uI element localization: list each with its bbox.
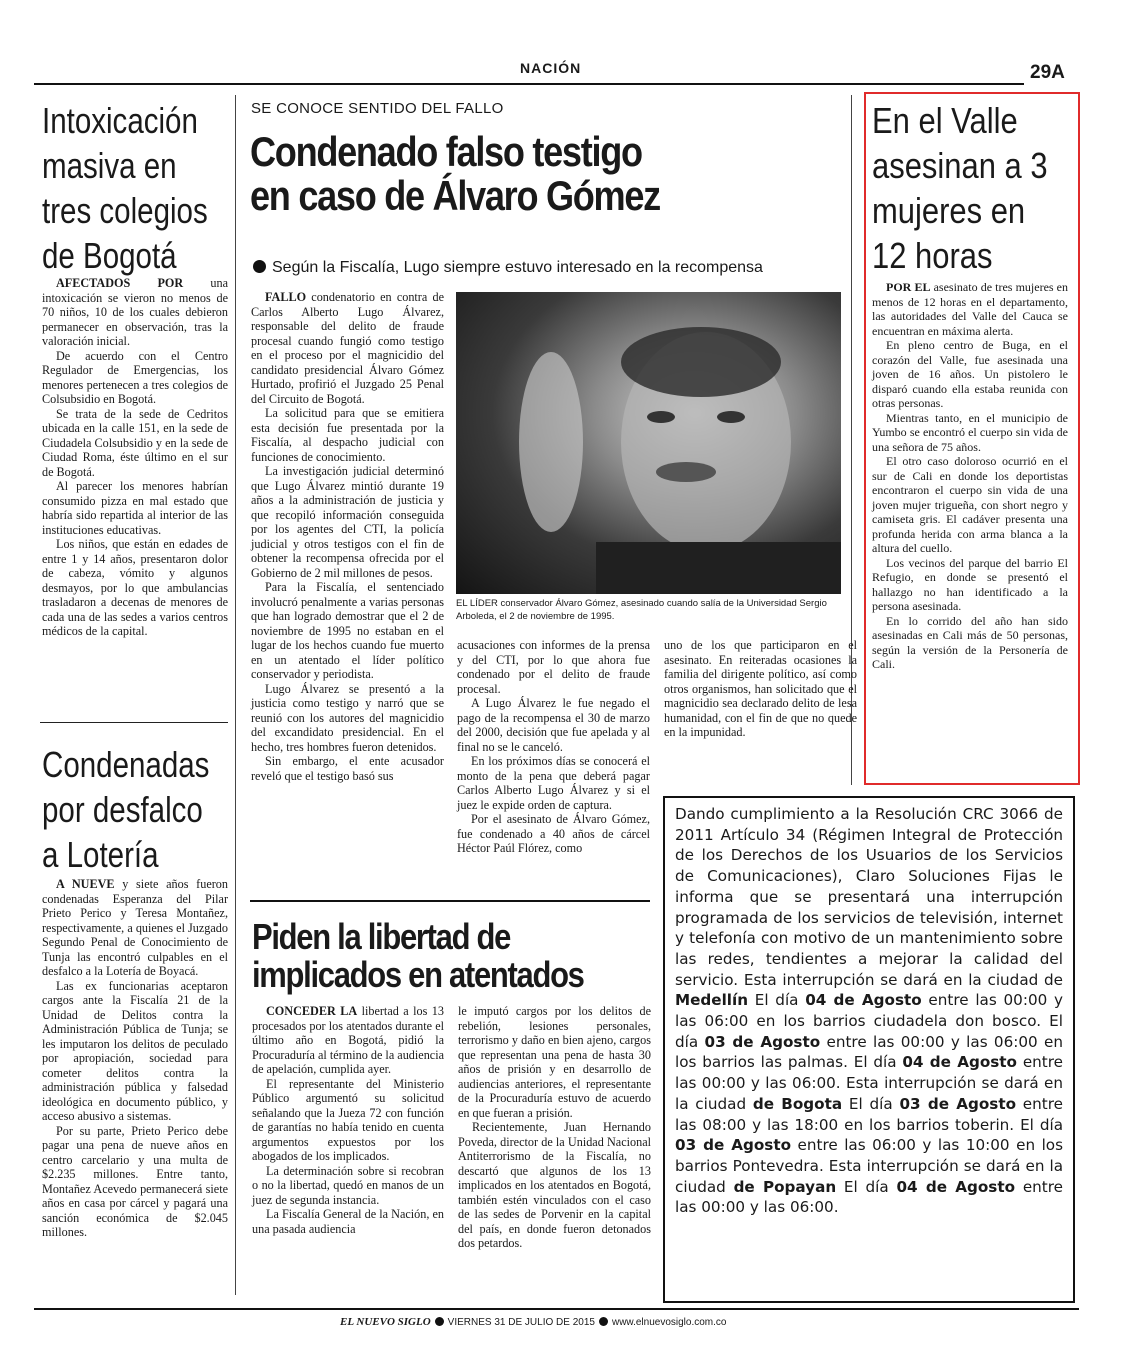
story-valle — [872, 98, 1068, 672]
bottom-body-col1: CONCEDER LA libertad a los 13 procesados por los atentados durante el último año en Bogotá, pidió la Procuraduría al término de la audiencia de apelación, cumplida ayer. El representante del Ministerio Público argumentó su solicitud señalando que la Jueza 72 con función de garantías no había tenido en cuenta argumentos expuestos por los abogados de los implicados. La determinación sobre si recobran o no la libertad, quedó en manos de un juez de segunda instancia. La Fiscalía General de la Nación, en una pasada audiencia — [252, 1004, 444, 1236]
left-story-divider — [40, 722, 228, 723]
body-intoxicacion: AFECTADOS POR una intoxicación se vieron no menos de 70 niños, 10 de los cuales debieron permanecer en observación, tras la valoración inicial. De acuerdo con el Centro Regulador de Emergencias, los menores pertenecen a tres colegios de Colsubsidio en Bogotá. Se trata de la sede de Cedritos ubicada en la calle 151, en la sede de Ciudadela Colsubsidio y en la sede de Ciudad Roma, éste último en el sur de Bogotá. Al parecer los menores habrían consumido pizza en mal estado que habría sido repartida al interior de las instituciones educativas. Los niños, que están en edades de entre 1 y 14 años, presentaron dolor de cabeza, vómito y algunos desmayos, por lo que ambulancias trasladaron a decenas de menores de cada una de las sedes a varios centros médicos de la capital. — [42, 276, 228, 638]
bullet-icon — [253, 260, 266, 273]
footer-url: www.elnuevosiglo.com.co — [611, 1317, 727, 1328]
bottom-story-rule — [250, 900, 650, 902]
footer-logo: EL NUEVO SIGLO — [340, 1316, 431, 1328]
main-deck: Según la Fiscalía, Lugo siempre estuvo interesado en la recompensa — [253, 259, 763, 277]
claro-notice-text: Dando cumplimiento a la Resolución CRC 3066 de 2011 Artículo 34 (Régimen Integral de Protección de los Derechos de los Usuarios de los Servicios de Comunicaciones), Claro Soluciones Fijas le informa que se presentará una interrupción programada de los servicios de televisión, internet y telefonía con motivo de un mantenimiento sobre las redes, tendientes a mejorar la calidad del servicio. Esta interrupción se dará en la ciudad de Medellín El día 04 de Agosto entre las 00:00 y las 06:00 en los barrios ciudadela don bosco. El día 03 de Agosto entre las 00:00 y las 06:00 en los barrios las palmas. El día 04 de Agosto entre las 00:00 y las 06:00. Esta interrupción se dará en la ciudad de Bogota El día 03 de Agosto entre las 08:00 y las 18:00 en los barrios toberin. El día 03 de Agosto entre las 06:00 y las 10:00 en los barrios Pontevedra. Esta interrupción se dará en la ciudad de Popayan El día 04 de Agosto entre las 00:00 y las 06:00. — [675, 805, 1064, 1217]
page-number: 29A — [1030, 62, 1065, 83]
main-body-col3: uno de los que participaron en el asesinato. En reiteradas ocasiones la familia del dirigente político, así como otros organismos, han solicitado que el magnicidio sea declarado delito de lesa humanidad, con el fin de que no quede en la impunidad. — [664, 638, 857, 739]
section-label: NACIÓN — [520, 60, 582, 76]
bottom-headline: Piden la libertad de implicados en atentados — [252, 916, 584, 995]
footer — [340, 1316, 726, 1328]
bullet-icon — [435, 1317, 444, 1326]
headline-valle: En el Valle asesinan a 3 mujeres en 12 horas — [872, 100, 1048, 276]
main-body-col1: FALLO condenatorio en contra de Carlos Alberto Lugo Álvarez, responsable del delito de fraude procesal cuando fungió como testigo en el proceso por el magnicidio del candidato presidencial Álvaro Gómez Hurtado, profirió el Juzgado 25 Penal del Circuito de Bogotá. La solicitud para que se emitiera esta decisión fue presentada por la Fiscalía, al despacho judicial con funciones de conocimiento. La investigación judicial determinó que Lugo Álvarez mintió durante 19 años a la administración de justicia y que recopiló información conseguida por los agentes del CTI, la policía judicial y otros testigos con el fin de obtener la recompensa ofrecida por el Gobierno de 2 mil millones de pesos. Para la Fiscalía, el sentenciado involucró penalmente a varias personas que han logrado demostrar que el 2 de noviembre de 1995 no estaban en el lugar de los hechos cuando fue muerto en un atentado el líder político conservador y periodista. Lugo Álvarez se presentó a la justicia como testigo y narró que se reunió con los autores del magnicidio del excandidato presidencial. En el hecho, tres hombres fueron detenidos. Sin embargo, el ente acusador reveló que el testigo basó sus — [251, 290, 444, 783]
photo-alvaro-gomez — [456, 292, 841, 594]
footer-rule — [34, 1308, 1079, 1310]
column-divider-left — [235, 95, 236, 1295]
main-kicker: SE CONOCE SENTIDO DEL FALLO — [251, 100, 504, 117]
portrait-illustration — [456, 292, 841, 594]
body-loteria: A NUEVE y siete años fueron condenadas Esperanza del Pilar Prieto Perico y Teresa Montañez, respectivamente, a quienes el Juzgado Segundo Penal de Conocimiento de Tunja las encontró culpables en el desfalco a la Lotería de Boyacá. Las ex funcionarias aceptaron cargos ante la Fiscalía 21 de la Unidad de Delitos contra la Administración Pública de Tunja; se les imputaron los delitos de peculado por apropiación, sociedad para cometer delitos contra la administración pública y falsedad ideológica en documento público, y acceso abusivo a sistemas. Por su parte, Prieto Perico debe pagar una pena de nueve años en centro carcelario y una multa de $2.235 millones. Entre tanto, Montañez Acevedo permanecerá siete años en casa por cárcel y pagará una sanción económica de $2.045 millones. — [42, 877, 228, 1239]
header-rule — [34, 83, 1024, 85]
headline-intoxicacion: Intoxicación masiva en tres colegios de Bogotá — [42, 100, 208, 276]
story-intoxicacion — [42, 98, 228, 639]
headline-loteria: Condenadas por desfalco a Lotería — [42, 744, 210, 875]
claro-notice-box — [663, 796, 1075, 1303]
bullet-icon — [599, 1317, 608, 1326]
main-body-col2: acusaciones con informes de la prensa y del CTI, por lo que ahora fue condenado por el delito de fraude procesal. A Lugo Álvarez le fue negado el pago de la recompensa el 30 de marzo del 2000, decisión que fue apelada y al final no se le canceló. En los próximos días se conocerá el monto de la pena que deberá pagar Carlos Alberto Lugo Álvarez y si el juez le expide orden de captura. Por el asesinato de Álvaro Gómez, fue condenado a 40 años de cárcel Héctor Paúl Flórez, como — [457, 638, 650, 855]
footer-date: VIERNES 31 DE JULIO DE 2015 — [447, 1317, 595, 1328]
bottom-body-col2: le imputó cargos por los delitos de rebelión, lesiones personales, terrorismo y daño en bien ajeno, cargos que representan una pena de hasta 30 años de prisión y en desarrollo de audiencias anteriores, el representante de la Procuraduría estuvo de acuerdo en que fueran a prisión. Recientemente, Juan Hernando Poveda, director de la Unidad Nacional Antiterrorismo de la Fiscalía, no descartó que algunos de los 13 implicados en los atentados en Bogotá, también estén vinculados con el caso de las sedes de Porvenir en la capital del país, en donde fueron detonados dos petardos. — [458, 1004, 651, 1250]
main-headline: Condenado falso testigo en caso de Álvaro Gómez — [250, 128, 660, 219]
body-valle: POR EL asesinato de tres mujeres en menos de 12 horas en el departamento, las autoridades del Valle del Cauca se encuentran en máxima alerta. En pleno centro de Buga, en el corazón del Valle, fue asesinada una joven de 16 años. Un pistolero le disparó cuando ella estaba reunida con otras personas. Mientras tanto, en el municipio de Yumbo se encontró el cuerpo sin vida de una señora de 75 años. El otro caso doloroso ocurrió en el sur de Cali en donde los deportistas encontraron el cuerpo sin vida de una joven mujer trigueña, con short negro y camiseta gris. El cadáver presenta una profunda herida con arma blanca a la altura del cuello. Los vecinos del parque del barrio El Refugio, en donde se presentó el hallazgo no han identificado a la persona asesinada. En lo corrido del año han sido asesinadas en Cali más de 50 personas, según la versión de la Personería de Cali. — [872, 280, 1069, 671]
photo-caption: EL LÍDER conservador Álvaro Gómez, asesinado cuando salía de la Universidad Sergio Arboleda, el 2 de noviembre de 1995. — [456, 598, 827, 622]
story-loteria — [42, 742, 228, 1240]
